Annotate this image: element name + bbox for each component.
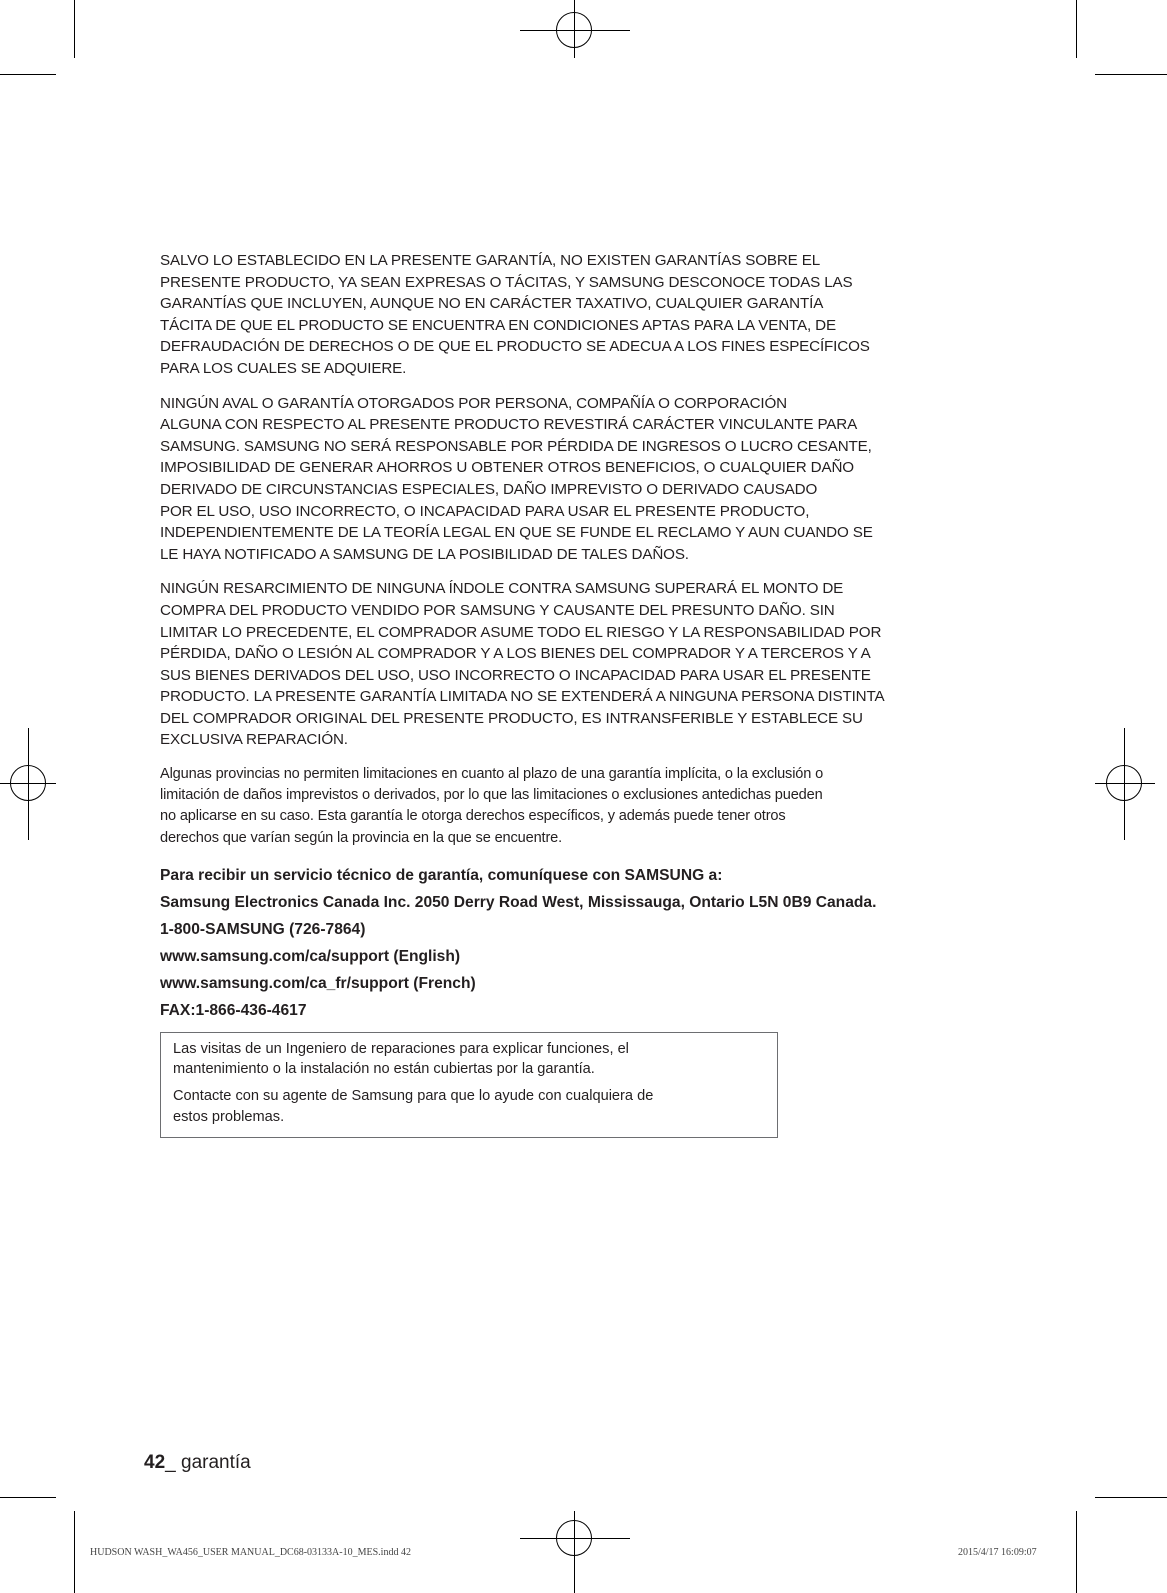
text-line: limitación de daños imprevistos o derivados, por lo que las limitaciones o exclusiones antedichas pueden [160,787,823,804]
text-line: POR EL USO, USO INCORRECTO, O INCAPACIDAD PARA USAR EL PRESENTE PRODUCTO, [160,502,810,520]
text-line: EXCLUSIVA REPARACIÓN. [160,731,348,749]
text-line: NINGÚN AVAL O GARANTÍA OTORGADOS POR PERSONA, COMPAÑÍA O CORPORACIÓN [160,394,787,412]
disclaimer-paragraph-3 [160,578,990,751]
text-line: DERIVADO DE CIRCUNSTANCIAS ESPECIALES, DAÑO IMPREVISTO O DERIVADO CAUSADO [160,480,818,498]
crop-mark [1095,74,1167,75]
text-line: INDEPENDIENTEMENTE DE LA TEORÍA LEGAL EN QUE SE FUNDE EL RECLAMO Y AUN CUANDO SE [160,524,873,542]
text-line: Las visitas de un Ingeniero de reparaciones para explicar funciones, el [173,1040,629,1057]
contact-fax: FAX:1-866-436-4617 [160,1001,307,1019]
crop-mark [1095,1497,1167,1498]
footer-separator: _ [165,1452,181,1473]
text-line: PARA LOS CUALES SE ADQUIERE. [160,359,407,377]
crop-mark [0,1497,56,1498]
text-line: PRESENTE PRODUCTO, YA SEAN EXPRESAS O TÁCITAS, Y SAMSUNG DESCONOCE TODAS LAS [160,273,853,291]
text-line: SAMSUNG. SAMSUNG NO SERÁ RESPONSABLE POR PÉRDIDA DE INGRESOS O LUCRO CESANTE, [160,437,872,455]
contact-address: Samsung Electronics Canada Inc. 2050 Derry Road West, Mississauga, Ontario L5N 0B9 Canada. [160,893,877,911]
text-line: SALVO LO ESTABLECIDO EN LA PRESENTE GARANTÍA, NO EXISTEN GARANTÍAS SOBRE EL [160,252,820,269]
page-number: 42 [144,1452,166,1473]
note-paragraph-2 [173,1086,767,1127]
registration-circle [1106,765,1142,801]
text-line: IMPOSIBILIDAD DE GENERAR AHORROS U OBTENER OTROS BENEFICIOS, O CUALQUIER DAÑO [160,459,854,477]
print-slug-timestamp: 2015/4/17 16:09:07 [958,1547,1037,1558]
note-paragraph-1 [173,1039,767,1080]
crop-mark [1076,0,1077,58]
section-name: garantía [181,1452,251,1473]
contact-phone: 1-800-SAMSUNG (726-7864) [160,920,366,938]
text-line: PRODUCTO. LA PRESENTE GARANTÍA LIMITADA NO SE EXTENDERÁ A NINGUNA PERSONA DISTINTA [160,688,885,706]
text-line: LE HAYA NOTIFICADO A SAMSUNG DE LA POSIBILIDAD DE TALES DAÑOS. [160,545,689,563]
text-line: ALGUNA CON RESPECTO AL PRESENTE PRODUCTO REVESTIRÁ CARÁCTER VINCULANTE PARA [160,416,858,434]
disclaimer-paragraph-2 [160,393,990,566]
crop-mark [0,74,56,75]
text-line: LIMITAR LO PRECEDENTE, EL COMPRADOR ASUME TODO EL RIESGO Y LA RESPONSABILIDAD POR [160,623,882,641]
support-url-french: www.samsung.com/ca_fr/support (French) [160,974,476,992]
text-line: NINGÚN RESARCIMIENTO DE NINGUNA ÍNDOLE CONTRA SAMSUNG SUPERARÁ EL MONTO DE [160,580,844,598]
text-line: GARANTÍAS QUE INCLUYEN, AUNQUE NO EN CARÁCTER TAXATIVO, CUALQUIER GARANTÍA [160,295,824,313]
registration-circle [556,1520,592,1556]
text-line: Algunas provincias no permiten limitaciones en cuanto al plazo de una garantía implícita, o la exclusión o [160,766,824,783]
crop-mark [74,1511,75,1593]
text-line: TÁCITA DE QUE EL PRODUCTO SE ENCUENTRA EN CONDICIONES APTAS PARA LA VENTA, DE [160,316,836,334]
support-url-english: www.samsung.com/ca/support (English) [160,947,461,965]
contact-block [160,862,990,1024]
text-line: COMPRA DEL PRODUCTO VENDIDO POR SAMSUNG Y CAUSANTE DEL PRESUNTO DAÑO. SIN [160,601,835,619]
print-slug-file: HUDSON WASH_WA456_USER MANUAL_DC68-03133A-10_MES.indd 42 [90,1547,411,1558]
text-line: no aplicarse en su caso. Esta garantía le otorga derechos específicos, y además puede tener otros [160,808,786,825]
text-line: SUS BIENES DERIVADOS DEL USO, USO INCORRECTO O INCAPACIDAD PARA USAR EL PRESENTE [160,666,871,684]
page-footer [144,1452,251,1474]
disclaimer-paragraph-1 [160,250,990,380]
text-line: DEFRAUDACIÓN DE DERECHOS O DE QUE EL PRODUCTO SE ADECUA A LOS FINES ESPECÍFICOS [160,338,870,356]
crop-mark [74,0,75,58]
registration-circle [10,765,46,801]
text-line: mantenimiento o la instalación no están cubiertas por la garantía. [173,1061,595,1078]
registration-circle [556,12,592,48]
text-line: PÉRDIDA, DAÑO O LESIÓN AL COMPRADOR Y A LOS BIENES DEL COMPRADOR Y A TERCEROS Y A [160,645,871,663]
text-line: derechos que varían según la provincia en la que se encuentre. [160,829,563,846]
text-line: Contacte con su agente de Samsung para que lo ayude con cualquiera de [173,1088,654,1105]
warranty-content [160,250,990,1138]
crop-mark [1076,1511,1077,1593]
note-box [160,1032,778,1138]
text-line: estos problemas. [173,1108,285,1125]
text-line: DEL COMPRADOR ORIGINAL DEL PRESENTE PRODUCTO, ES INTRANSFERIBLE Y ESTABLECE SU [160,709,863,727]
contact-heading: Para recibir un servicio técnico de garantía, comuníquese con SAMSUNG a: [160,866,723,884]
provinces-paragraph [160,764,990,849]
